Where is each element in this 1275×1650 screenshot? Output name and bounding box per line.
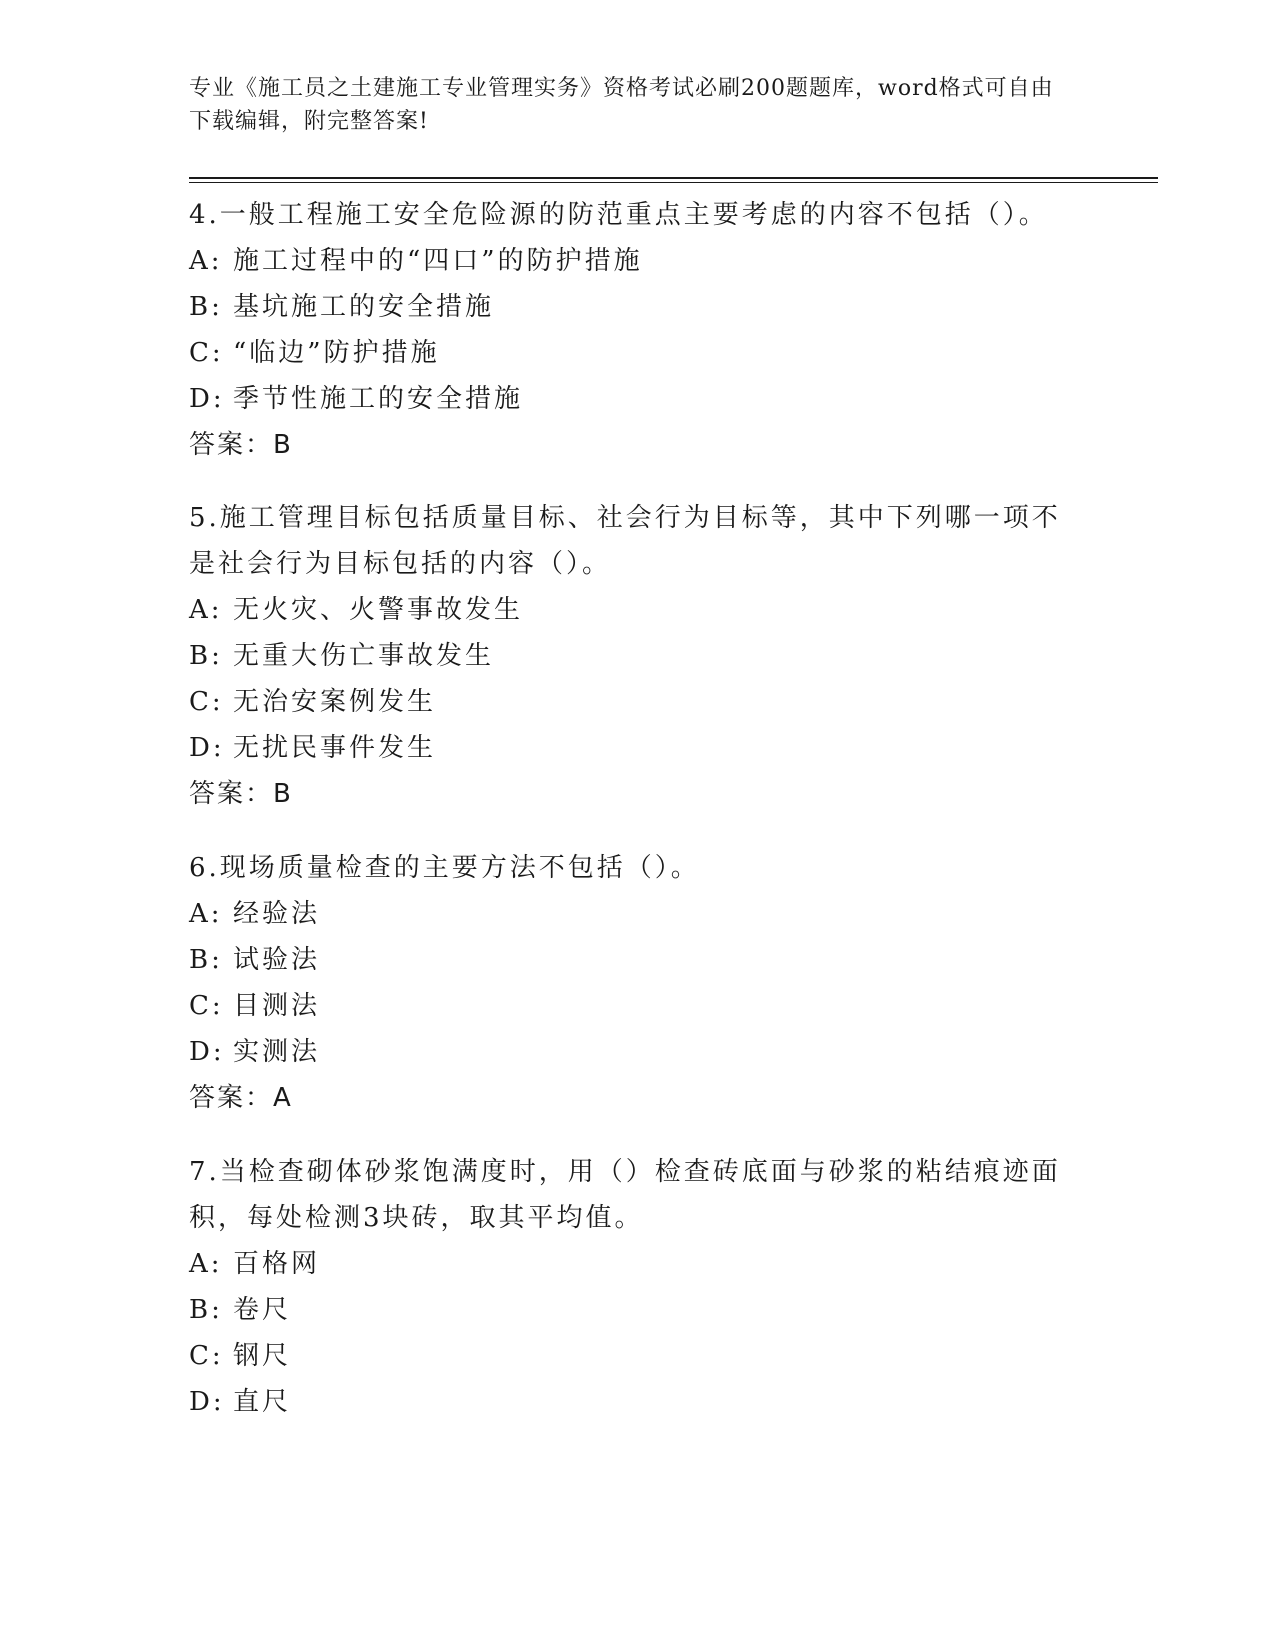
option-a [189,587,1069,633]
option-text: 实测法 [233,1037,321,1067]
answer-line [189,771,1069,817]
answer-line [189,422,1069,468]
option-text: 无重大伤亡事故发生 [233,641,495,671]
option-d [189,1379,1069,1425]
answer-label: 答案： [189,430,274,460]
option-text: 试验法 [233,945,321,975]
option-c [189,330,1069,376]
option-letter: D: [189,1387,225,1417]
option-text: 无扰民事件发生 [233,733,437,763]
option-c [189,1333,1069,1379]
option-text: 基坑施工的安全措施 [233,292,495,322]
document-header: 专业《施工员之土建施工专业管理实务》资格考试必刷200题题库，word格式可自由下载编辑，附完整答案! [189,76,1054,134]
option-c [189,983,1069,1029]
option-letter: D: [189,733,225,763]
option-a [189,891,1069,937]
option-letter: A: [189,595,223,625]
option-text: 百格网 [233,1249,321,1279]
option-letter: C: [189,687,224,717]
option-letter: B: [189,945,223,975]
option-a [189,238,1069,284]
question-stem: 4.一般工程施工安全危险源的防范重点主要考虑的内容不包括（）。 [189,200,1048,230]
option-text: 经验法 [233,899,321,929]
option-b [189,633,1069,679]
answer-value: B [273,779,293,809]
option-letter: C: [189,338,224,368]
option-text: 无治安案例发生 [233,687,437,717]
option-letter: A: [189,246,223,276]
option-text: 目测法 [233,991,321,1021]
option-letter: B: [189,292,223,322]
option-letter: A: [189,1249,223,1279]
question-stem: 5.施工管理目标包括质量目标、社会行为目标等，其中下列哪一项不是社会行为目标包括的内容（）。 [189,503,1061,579]
question-4 [189,192,1069,468]
option-d [189,725,1069,771]
question-5 [189,495,1069,817]
option-letter: C: [189,1341,224,1371]
option-text: 钢尺 [233,1341,292,1371]
option-b [189,1287,1069,1333]
option-letter: A: [189,899,223,929]
answer-label: 答案： [189,779,274,809]
answer-value: B [273,430,293,460]
header-divider-thick [189,177,1158,179]
header-divider-thin [189,182,1158,183]
option-d [189,1029,1069,1075]
option-text: 季节性施工的安全措施 [233,384,524,414]
option-text: 无火灾、火警事故发生 [233,595,524,625]
option-text: “临边”防护措施 [233,338,440,368]
question-stem: 7.当检查砌体砂浆饱满度时，用（）检查砖底面与砂浆的粘结痕迹面积，每处检测3块砖，取其平均值。 [189,1157,1061,1233]
option-letter: B: [189,1295,223,1325]
option-letter: C: [189,991,224,1021]
option-a [189,1241,1069,1287]
option-c [189,679,1069,725]
option-text: 直尺 [233,1387,292,1417]
question-7 [189,1149,1069,1425]
answer-line [189,1075,1069,1121]
question-6 [189,845,1069,1121]
answer-value: A [273,1083,293,1113]
option-letter: D: [189,384,225,414]
option-b [189,937,1069,983]
option-letter: B: [189,641,223,671]
option-text: 施工过程中的“四口”的防护措施 [233,246,643,276]
option-d [189,376,1069,422]
option-b [189,284,1069,330]
question-stem: 6.现场质量检查的主要方法不包括（）。 [189,853,700,883]
option-letter: D: [189,1037,225,1067]
answer-label: 答案： [189,1083,274,1113]
option-text: 卷尺 [233,1295,292,1325]
